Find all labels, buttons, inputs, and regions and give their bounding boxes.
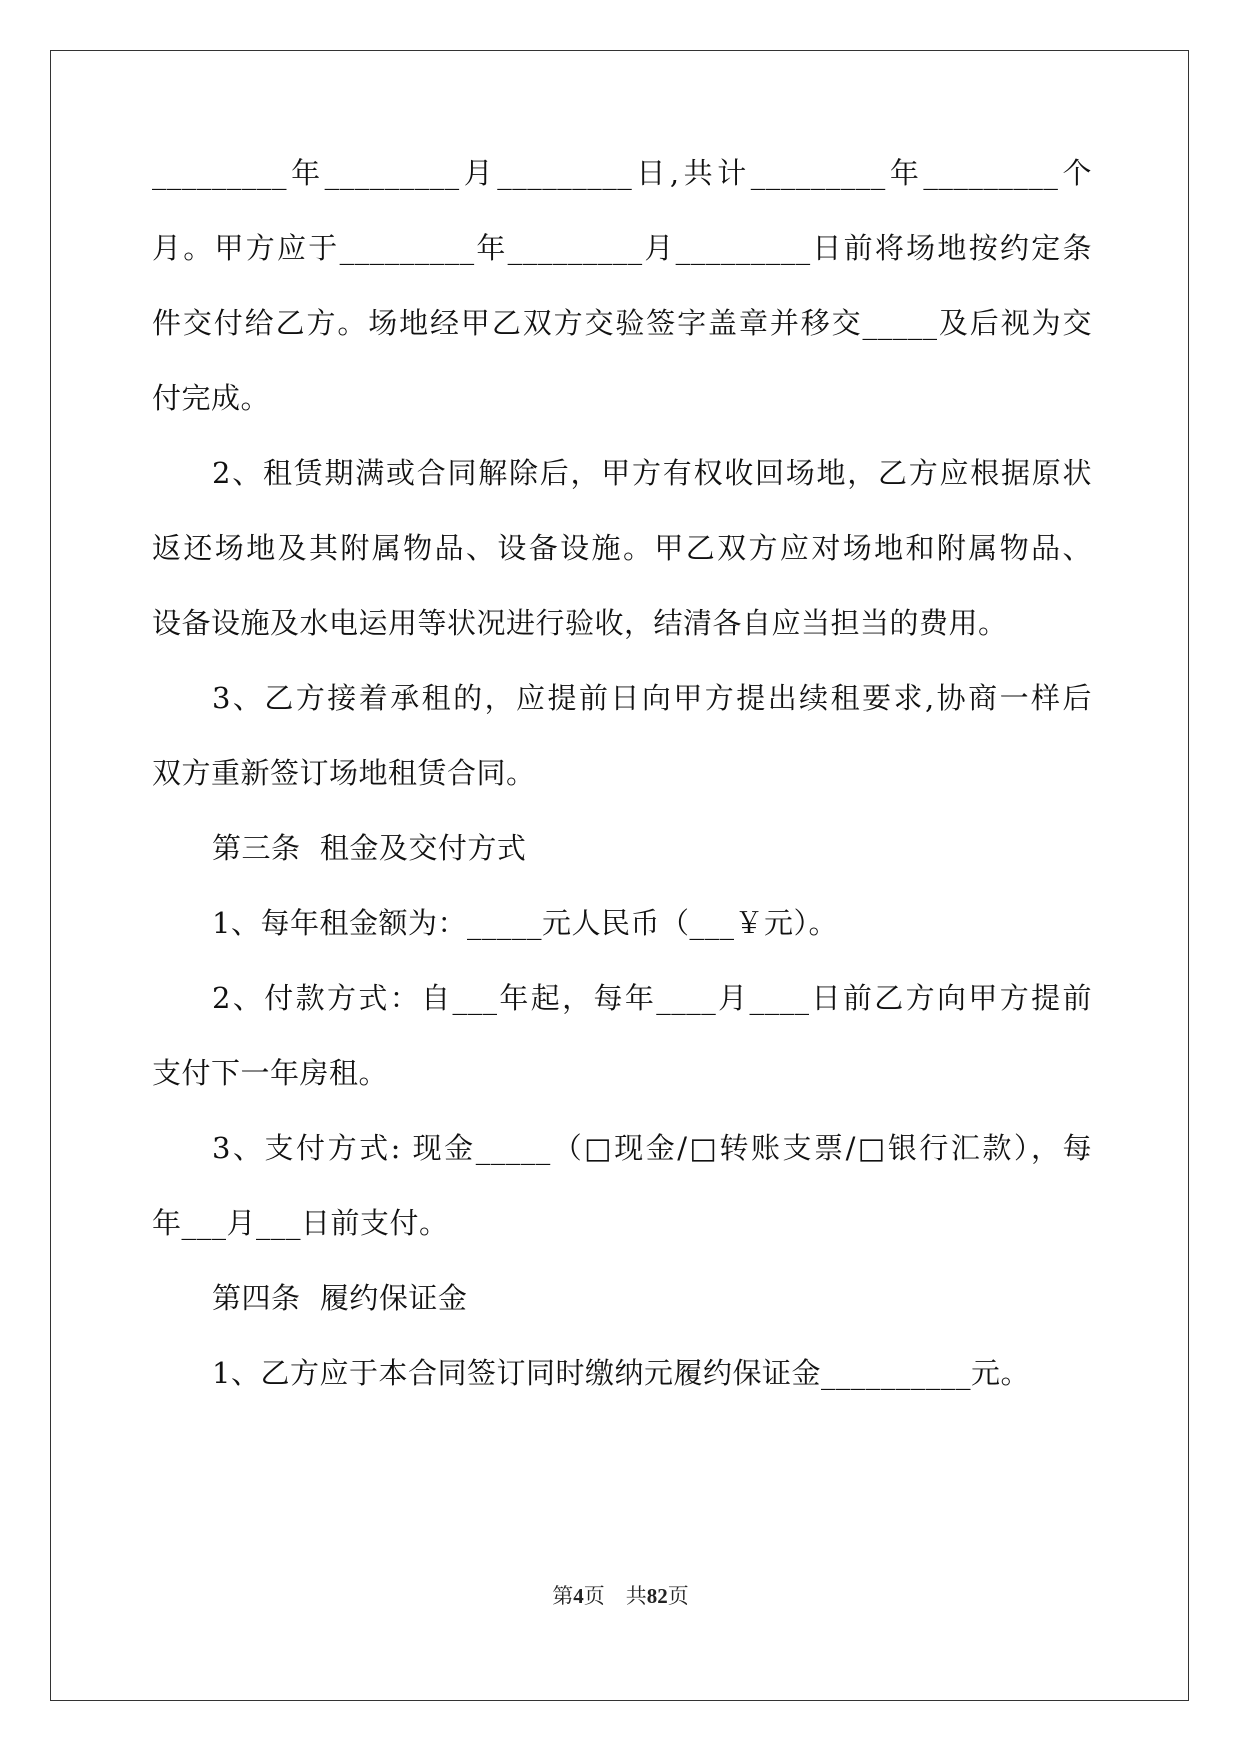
footer-suffix: 页 [667,1584,689,1608]
text-line-7: 设备设施及水电运用等状况进行验收，结清各自应当担当的费用。 [152,606,1008,640]
text-line-13: 支付下一年房租。 [152,1056,389,1090]
page-footer [0,1580,1241,1610]
text-line-4: 付完成。 [152,381,271,415]
text-line-2: 月。甲方应于_________年_________月_________日前将场地按约定条 [152,231,1092,265]
section-heading-3: 第三条 租金及交付方式 [212,831,527,865]
footer-total-pages: 82 [646,1584,668,1608]
text-line-8: 3、乙方接着承租的，应提前日向甲方提出续租要求,协商一样后 [212,681,1092,715]
text-line-15: 年___月___日前支付。 [152,1206,449,1240]
text-line-1: _________年_________月_________日,共计_________年_________个 [152,156,1092,190]
text-line-5: 2、租赁期满或合同解除后，甲方有权收回场地，乙方应根据原状 [212,456,1092,490]
text-line-14: 3、支付方式: 现金_____（□现金/□转账支票/□银行汇款），每 [212,1131,1092,1165]
footer-page-number: 4 [573,1584,584,1608]
footer-prefix: 第 [552,1584,574,1608]
text-line-17: 1、乙方应于本合同签订同时缴纳元履约保证金__________元。 [212,1356,1030,1390]
text-line-12: 2、付款方式：自___年起，每年____月____日前乙方向甲方提前 [212,981,1092,1015]
text-line-11: 1、每年租金额为：_____元人民币（___￥元）。 [212,906,838,940]
footer-mid: 页 共 [583,1584,647,1608]
text-line-3: 件交付给乙方。场地经甲乙双方交验签字盖章并移交_____及后视为交 [152,306,1092,340]
text-line-6: 返还场地及其附属物品、设备设施。甲乙双方应对场地和附属物品、 [152,531,1092,565]
text-line-9: 双方重新签订场地租赁合同。 [152,756,536,790]
section-heading-4: 第四条 履约保证金 [212,1281,468,1315]
page-border [50,50,1189,1701]
